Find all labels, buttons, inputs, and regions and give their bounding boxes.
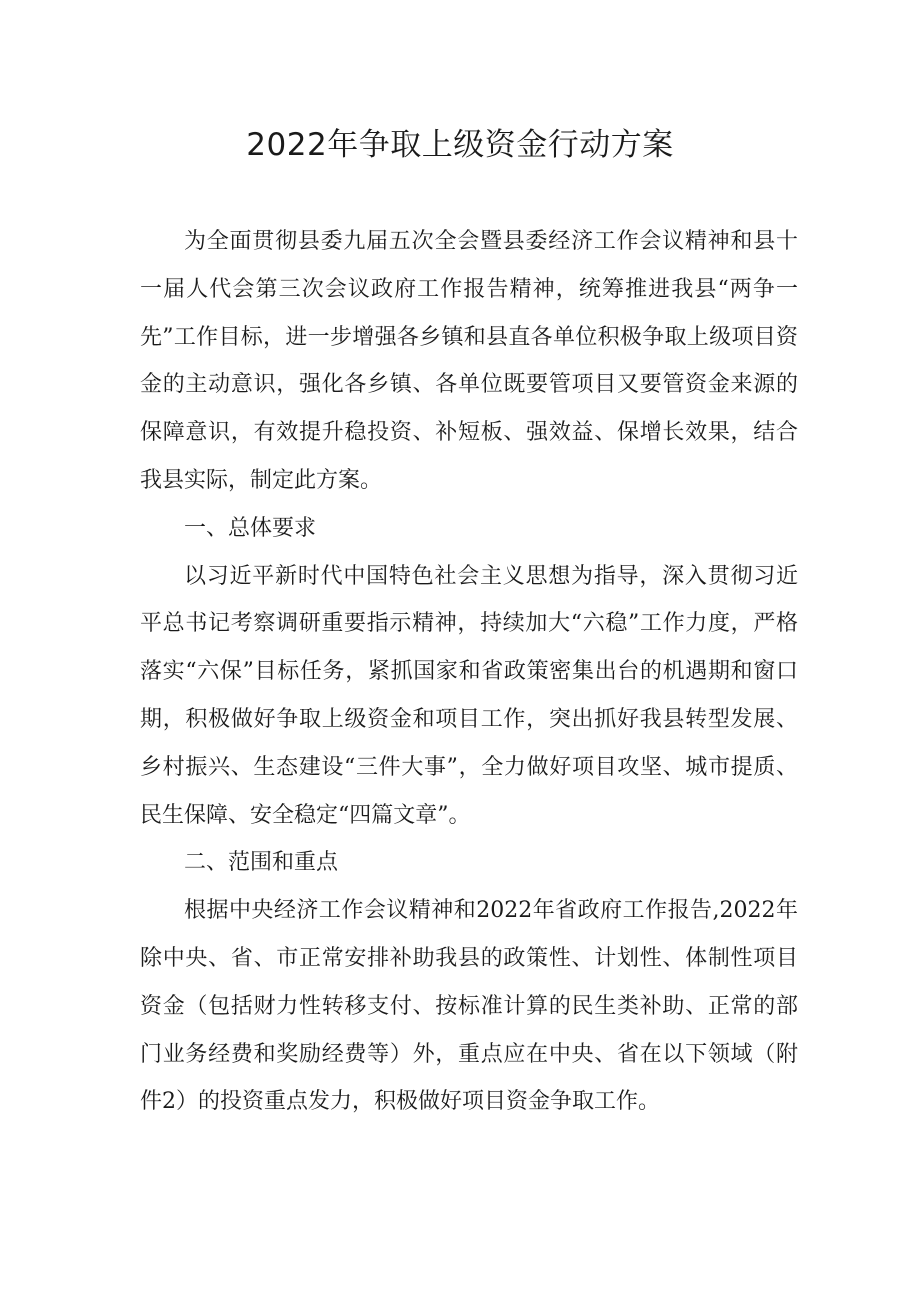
document-body bbox=[140, 218, 798, 1126]
scope-and-focus-paragraph: 根据中央经济工作会议精神和2022年省政府工作报告,2022年除中央、省、市正常安排补助我县的政策性、计划性、体制性项目资金（包括财力性转移支付、按标准计算的民生类补助、正常的部门业务经费和奖励经费等）外，重点应在中央、省在以下领域（附件2）的投资重点发力，积极做好项目资金争取工作。 bbox=[140, 898, 798, 1115]
section-heading-general-requirements: 一、总体要求 bbox=[184, 515, 317, 541]
general-requirements-paragraph: 以习近平新时代中国特色社会主义思想为指导，深入贯彻习近平总书记考察调研重要指示精神，持续加大“六稳”工作力度，严格落实“六保”目标任务，紧抓国家和省政策密集出台的机遇期和窗口期，积极做好争取上级资金和项目工作，突出抓好我县转型发展、乡村振兴、生态建设“三件大事”，全力做好项目攻坚、城市提质、民生保障、安全稳定“四篇文章”。 bbox=[140, 563, 798, 828]
intro-paragraph: 为全面贯彻县委九届五次全会暨县委经济工作会议精神和县十一届人代会第三次会议政府工作报告精神，统筹推进我县“两争一先”工作目标，进一步增强各乡镇和县直各单位积极争取上级项目资金的主动意识，强化各乡镇、各单位既要管项目又要管资金来源的保障意识，有效提升稳投资、补短板、强效益、保增长效果，结合我县实际，制定此方案。 bbox=[140, 229, 798, 493]
document-title: 2022年争取上级资金行动方案 bbox=[246, 127, 674, 163]
section-heading-scope-and-focus: 二、范围和重点 bbox=[184, 850, 339, 876]
